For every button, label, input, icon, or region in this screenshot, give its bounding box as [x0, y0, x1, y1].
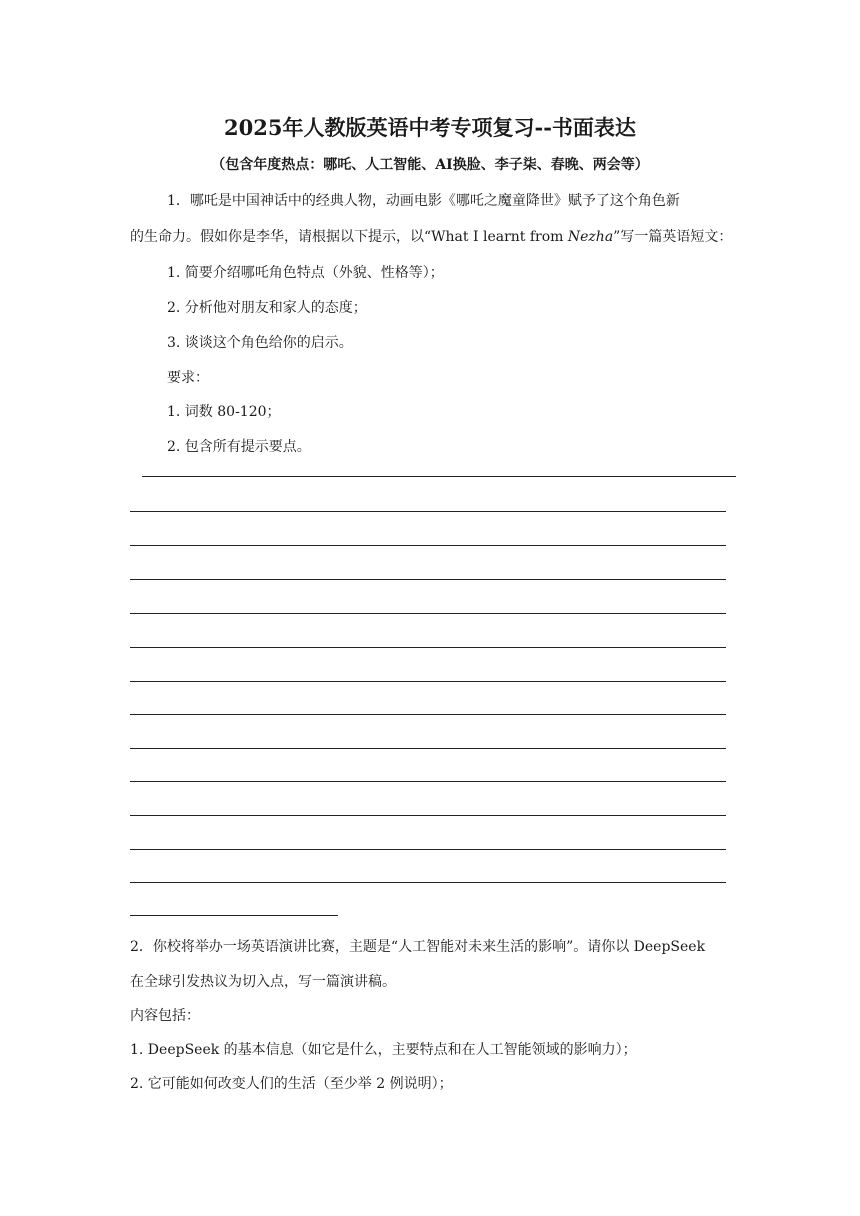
answer-line[interactable]: [130, 681, 726, 682]
question1-requirements-label: 要求：: [167, 370, 209, 386]
question1-requirement-1: 1. 词数 80-120；: [167, 404, 281, 420]
answer-line[interactable]: [130, 815, 726, 816]
answer-line[interactable]: [130, 647, 726, 648]
question1-intro-line1: 1．哪吒是中国神话中的经典人物，动画电影《哪吒之魔童降世》赋予了这个角色新: [167, 193, 680, 209]
answer-line[interactable]: [130, 579, 726, 580]
question1-point-3: 3. 谈谈这个角色给你的启示。: [167, 335, 353, 351]
answer-line[interactable]: [130, 781, 726, 782]
question1-intro-text: 的生命力。假如你是李华，请根据以下提示，以“What I learnt from: [130, 229, 568, 245]
question1-point-2: 2. 分析他对朋友和家人的态度；: [167, 300, 367, 316]
answer-line[interactable]: [130, 613, 726, 614]
question1-intro-text-end: ”写一篇英语短文：: [613, 229, 733, 245]
question1-requirement-2: 2. 包含所有提示要点。: [167, 439, 311, 455]
answer-line[interactable]: [130, 915, 338, 916]
question2-point-1: 1. DeepSeek 的基本信息（如它是什么，主要特点和在人工智能领域的影响力）；: [130, 1042, 637, 1058]
question1-intro-line2: [130, 226, 732, 246]
question1-point-1: 1. 简要介绍哪吒角色特点（外貌、性格等）；: [167, 265, 444, 281]
answer-line[interactable]: [130, 545, 726, 546]
question2-intro-line1: 2．你校将举办一场英语演讲比赛，主题是“人工智能对未来生活的影响”。请你以 DeepSeek: [130, 939, 706, 955]
question1-movie-title: Nezha: [567, 229, 614, 245]
document-title: 2025年人教版英语中考专项复习--书面表达: [224, 115, 636, 140]
question2-point-2: 2. 它可能如何改变人们的生活（至少举 2 例说明）；: [130, 1076, 453, 1092]
answer-line[interactable]: [130, 849, 726, 850]
answer-line[interactable]: [130, 714, 726, 715]
answer-line[interactable]: [142, 476, 736, 477]
answer-line[interactable]: [130, 748, 726, 749]
answer-line[interactable]: [130, 882, 726, 883]
document-subtitle: （包含年度热点：哪吒、人工智能、AI换脸、李子柒、春晚、两会等）: [211, 157, 649, 173]
question2-content-label: 内容包括：: [130, 1008, 200, 1024]
question2-intro-line2: 在全球引发热议为切入点，写一篇演讲稿。: [130, 974, 396, 990]
answer-line[interactable]: [130, 511, 726, 512]
